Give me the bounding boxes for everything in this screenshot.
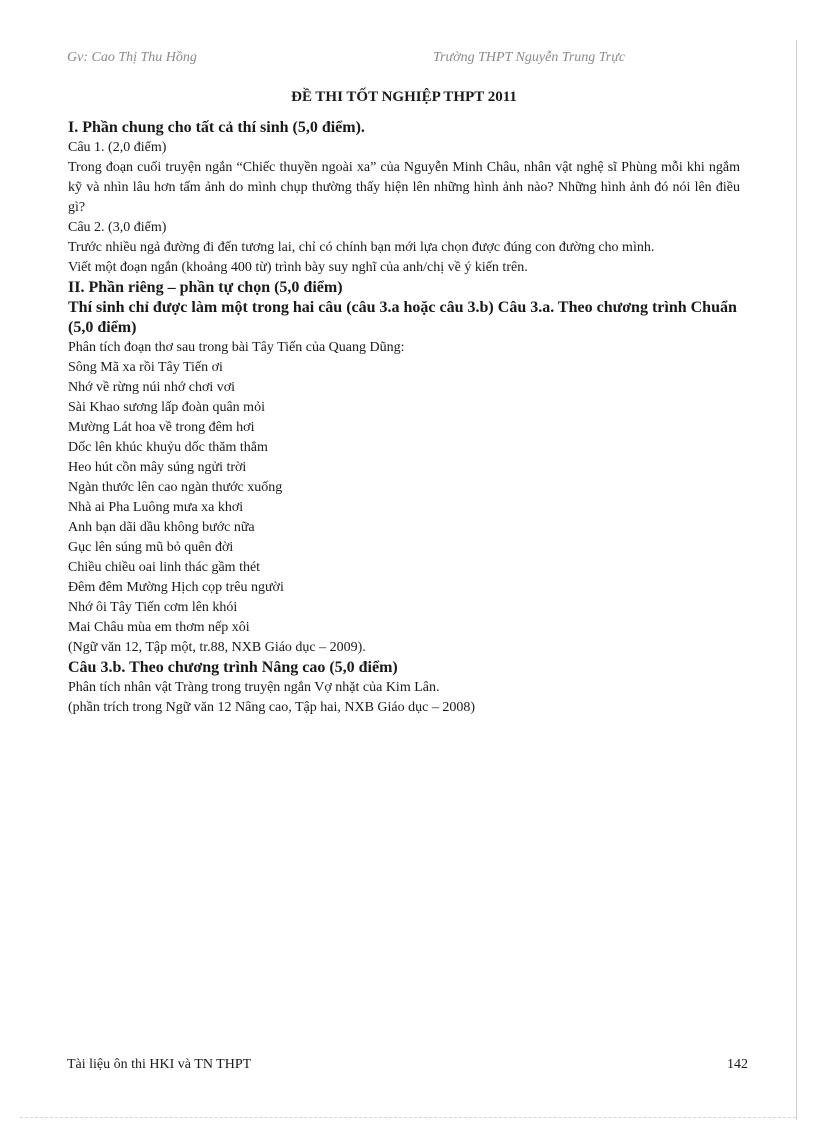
q3a-source: (Ngữ văn 12, Tập một, tr.88, NXB Giáo dục – 2009).	[68, 640, 366, 655]
q3b-source: (phần trích trong Ngữ văn 12 Nâng cao, Tập hai, NXB Giáo dục – 2008)	[68, 700, 476, 715]
q1-text: Trong đoạn cuối truyện ngắn “Chiếc thuyền ngoài xa” của Nguyễn Minh Châu, nhân vật nghệ sĩ Phùng mỗi khi ngắm kỹ và nhìn lâu hơn tấm ảnh do mình chụp thường thấy hiện lên những hình ảnh nào? Những hình ảnh đó nói lên điều gì?	[68, 160, 740, 215]
poem-line: Mường Lát hoa về trong đêm hơi	[68, 420, 255, 435]
poem-line: Sông Mã xa rồi Tây Tiến ơi	[68, 360, 223, 375]
part1-heading: I. Phần chung cho tất cả thí sinh (5,0 điểm).	[68, 119, 365, 136]
q2-text: Trước nhiều ngả đường đi đến tương lai, chỉ có chính bạn mới lựa chọn được đúng con đường cho mình.	[68, 240, 655, 255]
q3b-text: Phân tích nhân vật Tràng trong truyện ngắn Vợ nhặt của Kim Lân.	[68, 680, 440, 695]
poem-line: Gục lên súng mũ bỏ quên đời	[68, 540, 234, 555]
q2-task: Viết một đoạn ngắn (khoảng 400 từ) trình bày suy nghĩ của anh/chị về ý kiến trên.	[68, 260, 528, 275]
poem-line: Sài Khao sương lấp đoàn quân mỏi	[68, 400, 265, 415]
q3b-heading: Câu 3.b. Theo chương trình Nâng cao (5,0 điểm)	[68, 659, 398, 676]
q1-label: Câu 1. (2,0 điểm)	[68, 140, 167, 155]
poem-line: Đêm đêm Mường Hịch cọp trêu người	[68, 580, 284, 595]
poem-line: Heo hút cồn mây súng ngửi trời	[68, 460, 247, 475]
poem-line: Nhớ ôi Tây Tiến cơm lên khói	[68, 600, 238, 615]
poem-line: Ngàn thước lên cao ngàn thước xuống	[68, 480, 283, 495]
poem-line: Dốc lên khúc khuỷu dốc thăm thẳm	[68, 440, 268, 455]
poem-line: Nhà ai Pha Luông mưa xa khơi	[68, 500, 244, 515]
poem-line: Mai Châu mùa em thơm nếp xôi	[68, 620, 250, 635]
header-school: Trường THPT Nguyễn Trung Trực	[433, 50, 626, 65]
poem-line: Chiều chiều oai linh thác gầm thét	[68, 560, 261, 575]
page-bottom-border	[20, 1117, 796, 1118]
q3a-intro: Phân tích đoạn thơ sau trong bài Tây Tiến của Quang Dũng:	[68, 340, 405, 355]
page-right-border	[796, 40, 797, 1120]
part2-heading: II. Phần riêng – phần tự chọn (5,0 điểm)	[68, 279, 343, 296]
poem-line: Nhớ về rừng núi nhớ chơi vơi	[68, 380, 236, 395]
q2-label: Câu 2. (3,0 điểm)	[68, 220, 167, 235]
footer-title: Tài liệu ôn thi HKI và TN THPT	[67, 1057, 252, 1072]
header-teacher: Gv: Cao Thị Thu Hồng	[67, 50, 197, 65]
page-number: 142	[727, 1057, 748, 1072]
poem	[68, 358, 740, 638]
exam-title: ĐỀ THI TỐT NGHIỆP THPT 2011	[291, 89, 517, 105]
page-header	[67, 50, 716, 70]
exam-content	[68, 86, 740, 718]
page-footer	[67, 1057, 748, 1077]
part2-instruction: Thí sinh chỉ được làm một trong hai câu (câu 3.a hoặc câu 3.b) Câu 3.a. Theo chương trình Chuẩn (5,0 điểm)	[68, 299, 737, 336]
poem-line: Anh bạn dãi dầu không bước nữa	[68, 520, 255, 535]
